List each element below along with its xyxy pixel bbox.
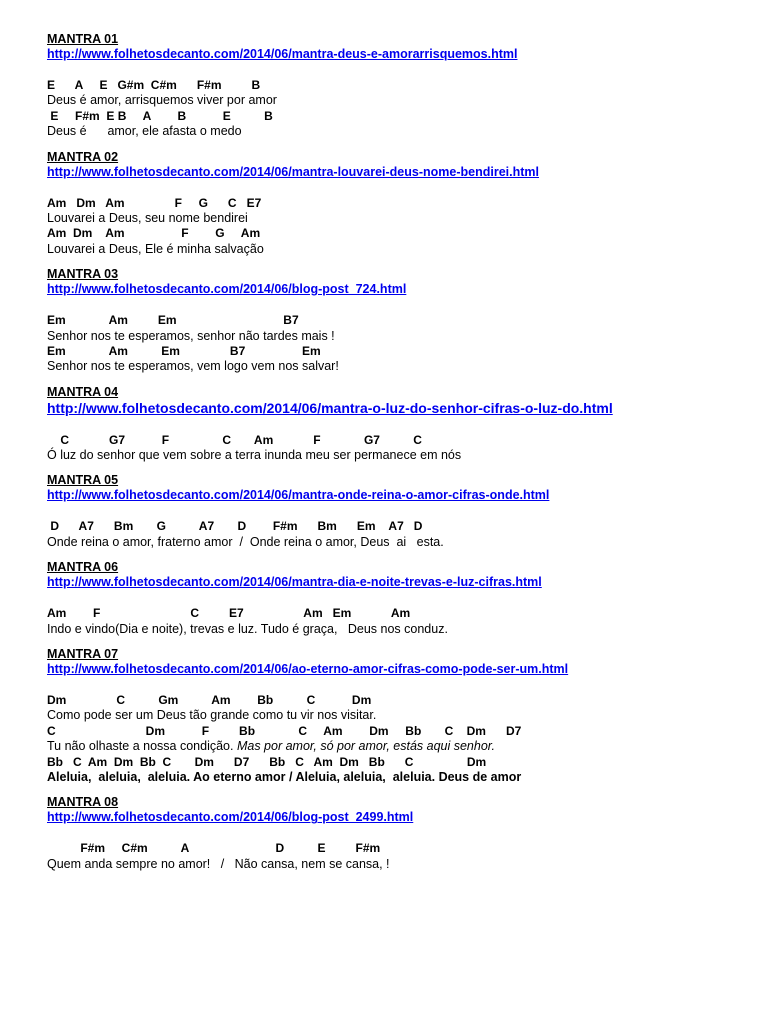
mantra-link[interactable]: http://www.folhetosdecanto.com/2014/06/ao-eterno-amor-cifras-como-pode-ser-um.html (47, 662, 569, 677)
lyric-line: Quem anda sempre no amor! / Não cansa, nem se cansa, ! (47, 856, 390, 871)
mantra-section (47, 795, 768, 872)
mantra-title: MANTRA 02 (47, 149, 119, 164)
chord-line: E A E G#m C#m F#m B (47, 78, 261, 92)
mantra-section (47, 473, 768, 550)
mantra-section (47, 647, 768, 785)
lyric-line: Ó luz do senhor que vem sobre a terra inunda meu ser permanece em nós (47, 448, 462, 463)
mantra-title: MANTRA 05 (47, 473, 119, 488)
chord-line: F#m C#m A D E F#m (47, 841, 381, 856)
lyric-line: Aleluia, aleluia, aleluia. Ao eterno amor / Aleluia, aleluia, aleluia. Deus de amor (47, 769, 522, 784)
lyric-line: Como pode ser um Deus tão grande como tu vir nos visitar. (47, 708, 377, 723)
chord-line: Bb C Am Dm Bb C Dm D7 Bb C Am Dm Bb C Dm (47, 754, 487, 769)
mantra-link[interactable]: http://www.folhetosdecanto.com/2014/06/blog-post_2499.html (47, 810, 414, 825)
mantra-section (47, 32, 768, 140)
mantra-link[interactable]: http://www.folhetosdecanto.com/2014/06/mantra-louvarei-deus-nome-bendirei.html (47, 164, 539, 179)
mantra-title: MANTRA 07 (47, 647, 119, 662)
chord-line: Em Am Em B7 (47, 313, 299, 328)
mantra-title: MANTRA 03 (47, 267, 119, 282)
lyric-line: Onde reina o amor, fraterno amor / Onde reina o amor, Deus ai esta. (47, 534, 444, 549)
mantra-section (47, 267, 768, 375)
chord-line: Am Dm Am F G Am (47, 226, 261, 241)
lyric-text: Tu não olhaste a nossa condição. (47, 739, 237, 754)
mantra-title: MANTRA 01 (47, 32, 119, 46)
mantra-title: MANTRA 04 (47, 384, 119, 399)
lyric-line: Louvarei a Deus, Ele é minha salvação (47, 241, 264, 256)
mantra-section (47, 385, 768, 464)
lyric-line (47, 739, 768, 754)
mantra-title: MANTRA 08 (47, 795, 119, 810)
chord-line: E F#m E B A B E B (47, 108, 273, 123)
chord-line: Am Dm Am F G C E7 (47, 195, 262, 210)
lyric-line: Deus é amor, ele afasta o medo (47, 124, 242, 139)
mantra-section (47, 560, 768, 637)
chord-line: Em Am Em B7 Em (47, 343, 321, 358)
chord-line: D A7 Bm G A7 D F#m Bm Em A7 D (47, 519, 423, 534)
lyric-line: Senhor nos te esperamos, senhor não tardes mais ! (47, 328, 335, 343)
lyric-line: Indo e vindo(Dia e noite), trevas e luz. Tudo é graça, Deus nos conduz. (47, 621, 448, 636)
lyric-line: Louvarei a Deus, seu nome bendirei (47, 210, 248, 225)
chord-line: C Dm F Bb C Am Dm Bb C Dm D7 (47, 723, 522, 738)
mantra-link[interactable]: http://www.folhetosdecanto.com/2014/06/mantra-deus-e-amorarrisquemos.html (47, 47, 518, 61)
lyric-line: Senhor nos te esperamos, vem logo vem nos salvar! (47, 359, 339, 374)
mantra-link[interactable]: http://www.folhetosdecanto.com/2014/06/mantra-onde-reina-o-amor-cifras-onde.html (47, 488, 550, 503)
chord-line: C G7 F C Am F G7 C (47, 432, 422, 447)
chord-line: Dm C Gm Am Bb C Dm (47, 693, 372, 708)
mantra-link[interactable]: http://www.folhetosdecanto.com/2014/06/blog-post_724.html (47, 282, 407, 297)
mantra-link[interactable]: http://www.folhetosdecanto.com/2014/06/mantra-o-luz-do-senhor-cifras-o-luz-do.html (47, 399, 613, 416)
chord-line: Am F C E7 Am Em Am (47, 606, 411, 621)
mantra-section (47, 150, 768, 258)
mantra-title: MANTRA 06 (47, 560, 119, 575)
mantra-link[interactable]: http://www.folhetosdecanto.com/2014/06/mantra-dia-e-noite-trevas-e-luz-cifras.html (47, 575, 542, 590)
lyric-italic-text: Mas por amor, só por amor, estás aqui senhor. (236, 739, 495, 754)
lyric-line: Deus é amor, arrisquemos viver por amor (47, 93, 277, 108)
